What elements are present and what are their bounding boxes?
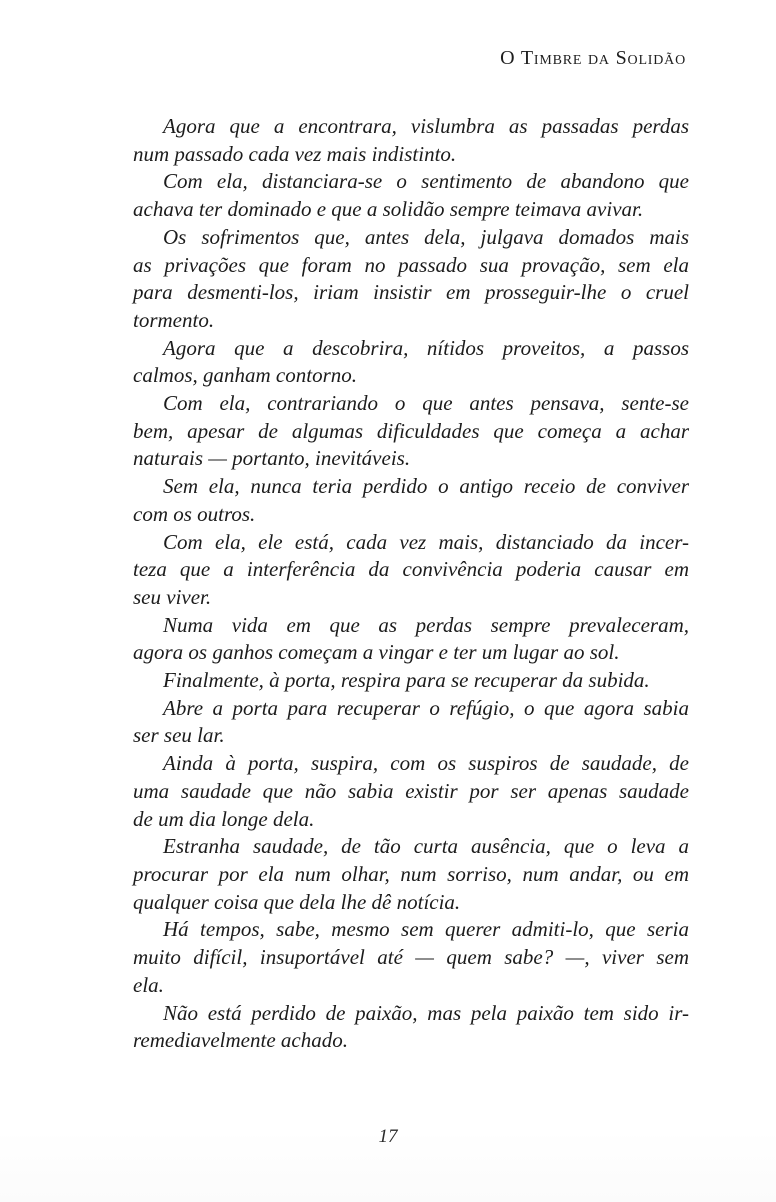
page-body-text (133, 113, 689, 1055)
text-line: com os outros. (133, 501, 256, 526)
text-line: Agora que a descobrira, nítidos proveitos, a passos (163, 335, 689, 360)
text-line: Os sofrimentos que, antes dela, julgava domados mais (163, 224, 689, 249)
text-line: achava ter dominado e que a solidão sempre teimava avivar. (133, 197, 644, 222)
text-line: seu viver. (133, 584, 212, 609)
paragraph (133, 168, 689, 223)
text-line: Numa vida em que as perdas sempre prevaleceram, (163, 612, 689, 637)
text-line: Ainda à porta, suspira, com os suspiros de saudade, de (163, 751, 689, 776)
text-line: Não está perdido de paixão, mas pela paixão tem sido ir- (163, 1000, 689, 1025)
text-line: para desmenti-los, iriam insistir em prosseguir-lhe o cruel (133, 280, 689, 305)
running-header-title: O Timbre da Solidão (500, 47, 686, 69)
text-line: Abre a porta para recuperar o refúgio, o que agora sabia (163, 695, 689, 720)
text-line: remediavelmente achado. (133, 1028, 348, 1053)
text-line: qualquer coisa que dela lhe dê notícia. (133, 889, 461, 914)
text-line: muito difícil, insuportável até — quem sabe? —, viver sem (133, 945, 689, 970)
text-line: as privações que foram no passado sua provação, sem ela (133, 252, 689, 277)
text-line: Com ela, contrariando o que antes pensava, sente-se (163, 391, 689, 416)
text-line: naturais — portanto, inevitáveis. (133, 446, 411, 471)
paragraph (133, 667, 689, 695)
text-line: bem, apesar de algumas dificuldades que começa a achar (133, 418, 689, 443)
text-line: Finalmente, à porta, respira para se recuperar da subida. (163, 668, 650, 693)
text-line: ser seu lar. (133, 723, 225, 748)
text-line: tormento. (133, 307, 215, 332)
text-line: procurar por ela num olhar, num sorriso, num andar, ou em (133, 861, 689, 886)
text-line: de um dia longe dela. (133, 806, 315, 831)
paragraph (133, 113, 689, 168)
text-line: Agora que a encontrara, vislumbra as passadas perdas (163, 114, 689, 138)
text-line: Estranha saudade, de tão curta ausência, que o leva a (163, 834, 689, 859)
paragraph (133, 612, 689, 667)
paragraph (133, 529, 689, 612)
text-line: teza que a interferência da convivência poderia causar em (133, 557, 689, 582)
text-line: calmos, ganham contorno. (133, 363, 357, 388)
paragraph (133, 695, 689, 750)
paragraph (133, 224, 689, 335)
paragraph (133, 916, 689, 999)
paragraph (133, 473, 689, 528)
text-line: num passado cada vez mais indistinto. (133, 141, 457, 166)
paragraph (133, 335, 689, 390)
paragraph (133, 390, 689, 473)
text-line: ela. (133, 972, 164, 997)
text-line: Sem ela, nunca teria perdido o antigo receio de conviver (163, 474, 689, 499)
text-line: uma saudade que não sabia existir por ser apenas saudade (133, 778, 689, 803)
paragraph (133, 833, 689, 916)
paragraph (133, 750, 689, 833)
paragraph (133, 1000, 689, 1055)
page-number: 17 (378, 1126, 398, 1147)
text-line: Há tempos, sabe, mesmo sem querer admiti-lo, que seria (163, 917, 689, 942)
text-line: Com ela, distanciara-se o sentimento de abandono que (163, 169, 689, 194)
text-line: Com ela, ele está, cada vez mais, distanciado da incer- (163, 529, 689, 554)
text-line: agora os ganhos começam a vingar e ter um lugar ao sol. (133, 640, 620, 665)
